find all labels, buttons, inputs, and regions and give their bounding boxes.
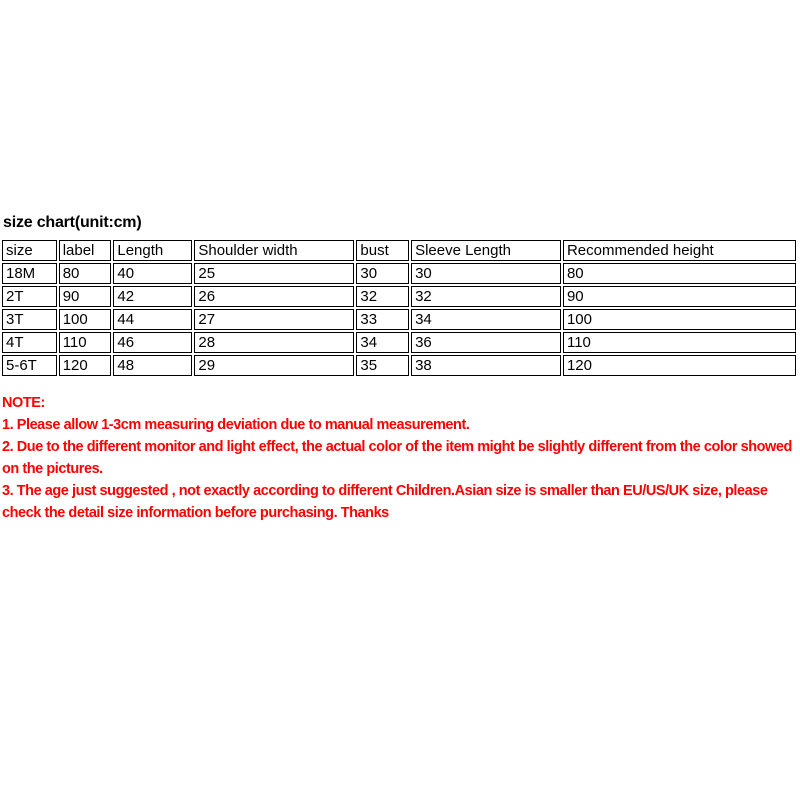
table-cell: 30 <box>356 263 409 284</box>
table-cell: 40 <box>113 263 192 284</box>
table-cell: 90 <box>563 286 796 307</box>
table-cell: 100 <box>59 309 112 330</box>
table-header-row <box>2 240 796 261</box>
header-cell-size: size <box>2 240 57 261</box>
table-cell: 38 <box>411 355 561 376</box>
table-cell: 42 <box>113 286 192 307</box>
notes-heading: NOTE: <box>2 395 45 411</box>
table-cell: 27 <box>194 309 354 330</box>
header-cell-sleeve-length: Sleeve Length <box>411 240 561 261</box>
table-cell: 48 <box>113 355 192 376</box>
note-item: 1. Please allow 1-3cm measuring deviation due to manual measurement. <box>2 417 470 433</box>
table-cell: 34 <box>356 332 409 353</box>
table-cell: 30 <box>411 263 561 284</box>
note-item: 3. The age just suggested , not exactly according to different Children.Asian size is smaller than EU/US/UK size, please check the detail size information before purchasing. Thanks <box>2 483 768 521</box>
header-cell-recommended-height: Recommended height <box>563 240 796 261</box>
table-cell: 80 <box>59 263 112 284</box>
table-cell: 25 <box>194 263 354 284</box>
table-cell: 46 <box>113 332 192 353</box>
header-cell-shoulder-width: Shoulder width <box>194 240 354 261</box>
table-row <box>2 355 796 376</box>
table-cell: 34 <box>411 309 561 330</box>
table-cell: 120 <box>563 355 796 376</box>
table-cell: 110 <box>59 332 112 353</box>
table-cell: 5-6T <box>2 355 57 376</box>
size-table <box>0 238 798 378</box>
table-row <box>2 286 796 307</box>
table-cell: 35 <box>356 355 409 376</box>
header-cell-label: label <box>59 240 112 261</box>
table-cell: 29 <box>194 355 354 376</box>
table-cell: 44 <box>113 309 192 330</box>
table-cell: 4T <box>2 332 57 353</box>
table-cell: 3T <box>2 309 57 330</box>
table-cell: 80 <box>563 263 796 284</box>
table-cell: 32 <box>356 286 409 307</box>
size-chart-title: size chart(unit:cm) <box>3 214 142 231</box>
table-cell: 33 <box>356 309 409 330</box>
table-cell: 110 <box>563 332 796 353</box>
header-cell-bust: bust <box>356 240 409 261</box>
table-cell: 90 <box>59 286 112 307</box>
table-cell: 120 <box>59 355 112 376</box>
table-cell: 28 <box>194 332 354 353</box>
table-cell: 18M <box>2 263 57 284</box>
note-item: 2. Due to the different monitor and light effect, the actual color of the item might be slightly different from the color showed on the pictures. <box>2 439 792 477</box>
table-row <box>2 332 796 353</box>
notes-section <box>2 392 800 524</box>
table-cell: 32 <box>411 286 561 307</box>
table-row <box>2 309 796 330</box>
table-cell: 36 <box>411 332 561 353</box>
header-cell-length: Length <box>113 240 192 261</box>
table-cell: 100 <box>563 309 796 330</box>
table-row <box>2 263 796 284</box>
table-cell: 2T <box>2 286 57 307</box>
table-cell: 26 <box>194 286 354 307</box>
